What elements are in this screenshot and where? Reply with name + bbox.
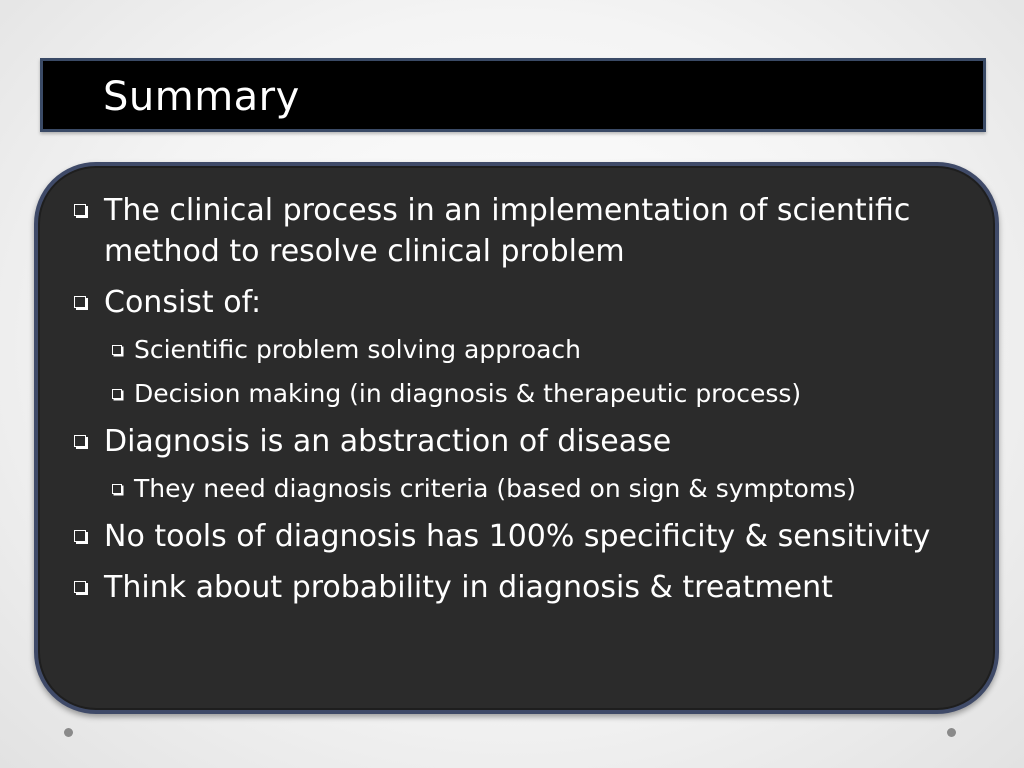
square-bullet-icon [74, 581, 86, 593]
bullet-item [60, 421, 975, 462]
square-bullet-icon [112, 484, 122, 494]
bullet-text: Diagnosis is an abstraction of disease [104, 424, 672, 459]
sub-bullet-item [106, 333, 975, 367]
content-box [34, 162, 999, 714]
sub-bullet-text: Scientific problem solving approach [134, 335, 582, 364]
decorative-dot-left [64, 728, 73, 737]
bullet-item [60, 282, 975, 323]
square-bullet-icon [112, 345, 122, 355]
decorative-dot-right [947, 728, 956, 737]
bullet-item [60, 190, 975, 272]
sub-bullet-item [106, 377, 975, 411]
square-bullet-icon [74, 435, 86, 447]
square-bullet-icon [74, 204, 86, 216]
bullet-text: Consist of: [104, 285, 262, 320]
bullet-text: No tools of diagnosis has 100% specificity & sensitivity [104, 519, 931, 554]
bullet-list [60, 190, 975, 618]
sub-bullet-item [106, 472, 975, 506]
slide-title: Summary [103, 74, 300, 120]
bullet-item [60, 516, 975, 557]
bullet-text: Think about probability in diagnosis & treatment [104, 570, 833, 605]
title-bar [40, 58, 986, 132]
square-bullet-icon [74, 296, 86, 308]
square-bullet-icon [74, 530, 86, 542]
bullet-item [60, 567, 975, 608]
sub-bullet-text: They need diagnosis criteria (based on sign & symptoms) [134, 474, 856, 503]
square-bullet-icon [112, 389, 122, 399]
bullet-text: The clinical process in an implementation of scientific method to resolve clinical problem [104, 193, 911, 269]
sub-bullet-text: Decision making (in diagnosis & therapeutic process) [134, 379, 802, 408]
